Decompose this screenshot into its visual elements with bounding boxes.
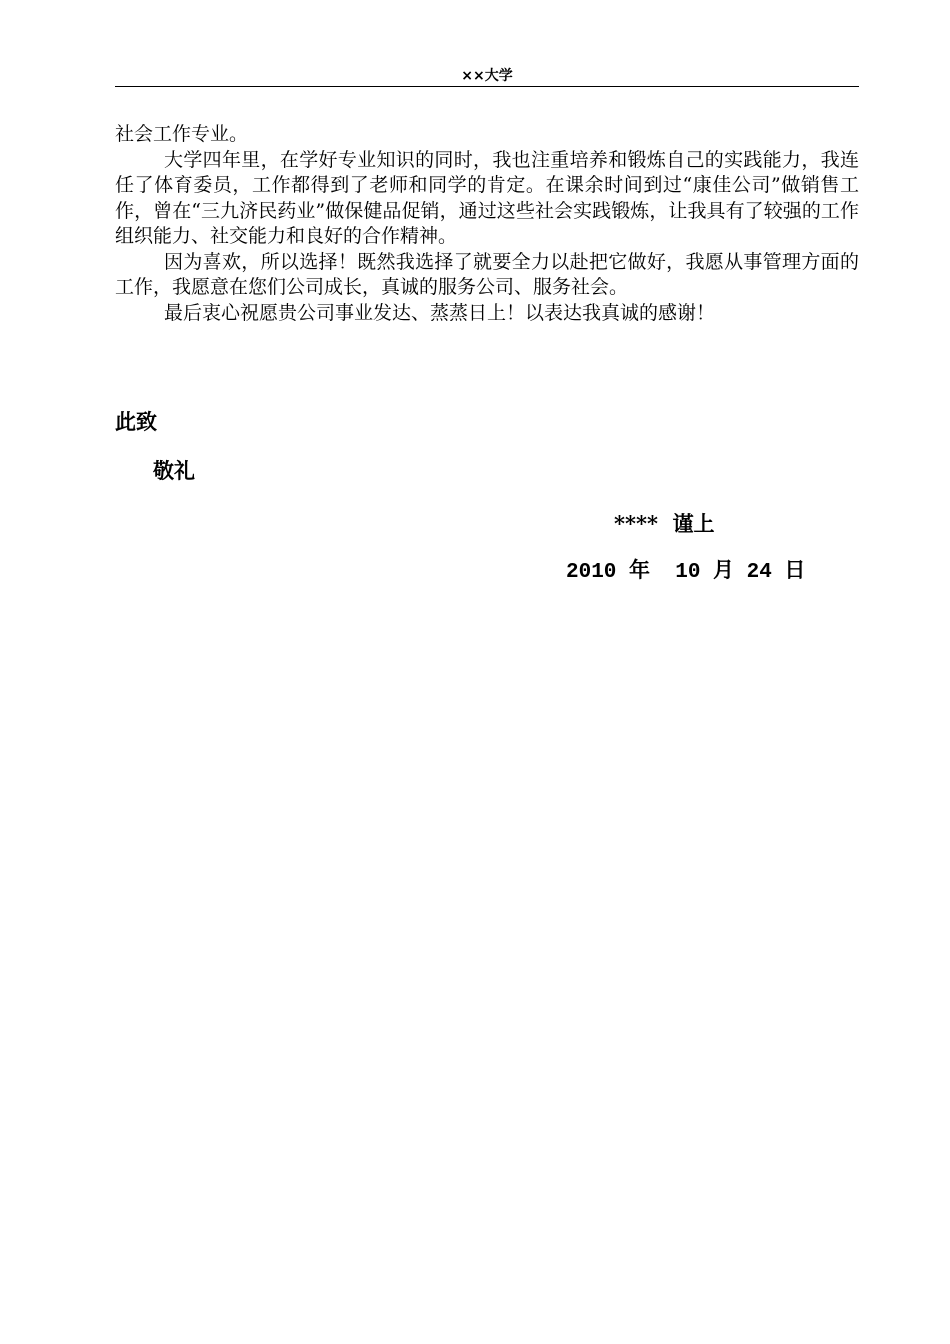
- page-header: [115, 66, 859, 87]
- paragraph-university-experience: 大学四年里，在学好专业知识的同时，我也注重培养和锻炼自己的实践能力，我连任了体育委员，工作都得到了老师和同学的肯定。在课余时间到过“康佳公司”做销售工作，曾在“三九济民药业”做保健品促销，通过这些社会实践锻炼，让我具有了较强的工作组织能力、社交能力和良好的合作精神。: [115, 148, 859, 247]
- paragraph-continuation: 社会工作专业。: [115, 123, 249, 145]
- paragraph-career-choice: 因为喜欢，所以选择！既然我选择了就要全力以赴把它做好，我愿从事管理方面的工作，我愿意在您们公司成长，真诚的服务公司、服务社会。: [115, 250, 859, 298]
- closing-jingli: 敬礼: [153, 458, 195, 483]
- letter-body: [115, 122, 859, 326]
- closing-cizhi: 此致: [115, 409, 157, 434]
- header-title: ××大学: [461, 68, 513, 84]
- signature: **** 谨上: [614, 511, 715, 536]
- letter-date: 2010 年 10 月 24 日: [566, 561, 806, 584]
- paragraph-thanks: 最后衷心祝愿贵公司事业发达、蒸蒸日上！以表达我真诚的感谢！: [164, 301, 716, 324]
